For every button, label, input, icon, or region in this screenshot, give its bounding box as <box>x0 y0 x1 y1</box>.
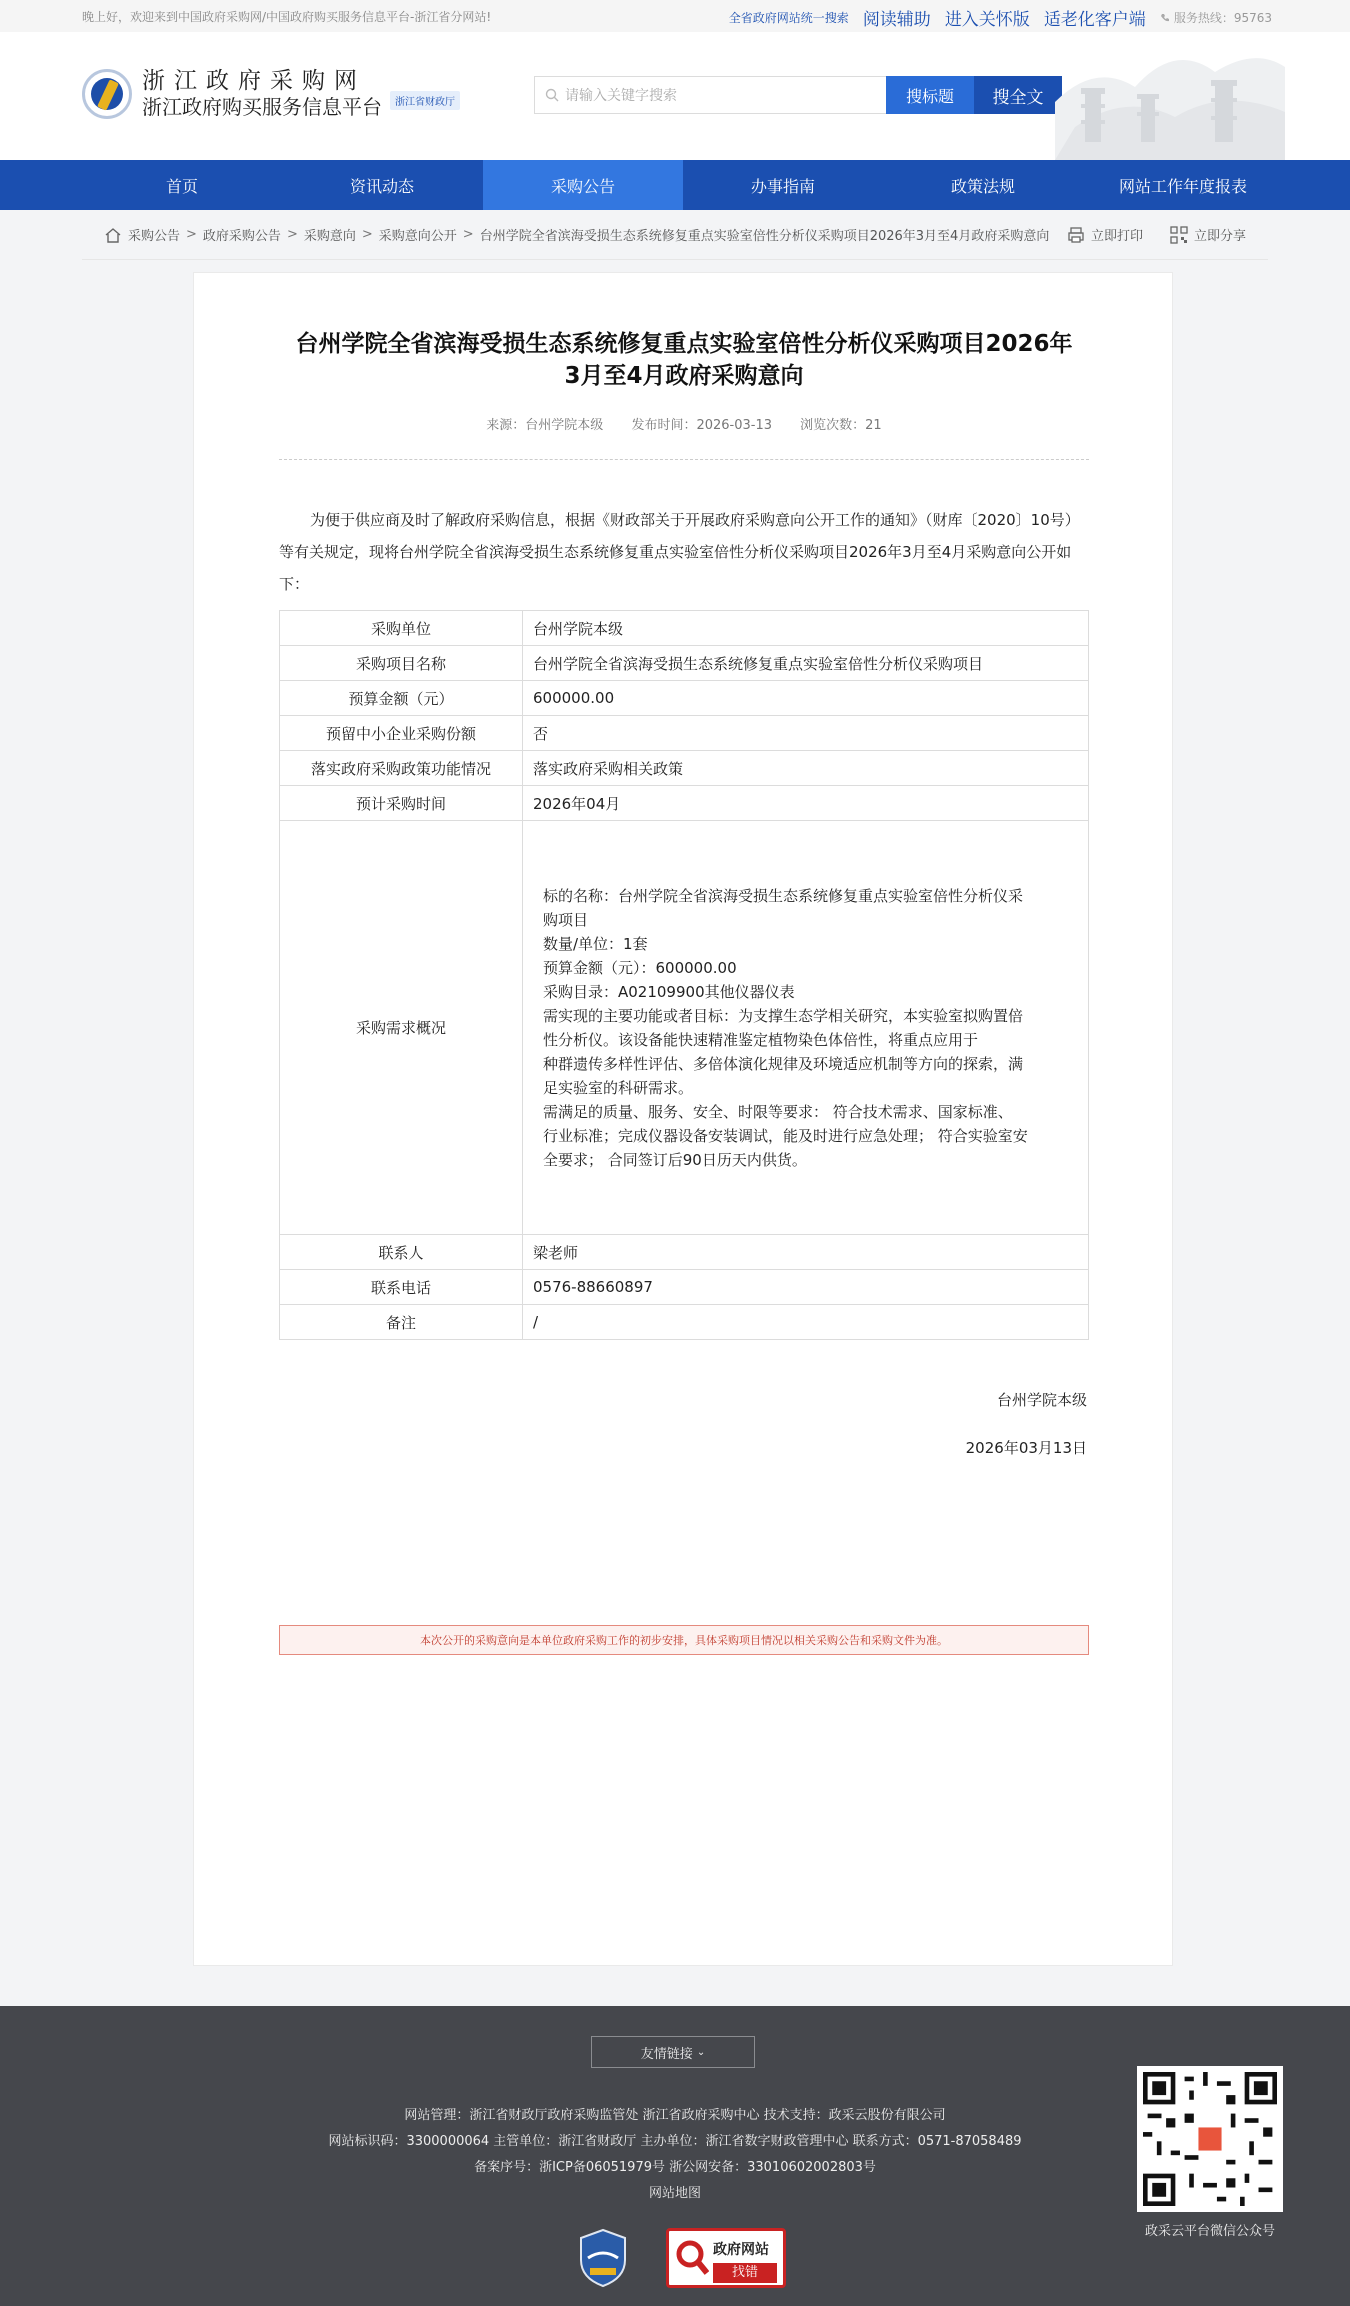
welcome-text: 晚上好，欢迎来到中国政府采购网/中国政府购买服务信息平台-浙江省分网站! <box>82 10 492 24</box>
table-row <box>280 786 1089 821</box>
public-institution-badge-icon[interactable] <box>578 2228 628 2288</box>
gov-site-error-report-badge[interactable] <box>666 2228 786 2288</box>
breadcrumb-item[interactable]: 采购公告 <box>128 229 181 244</box>
hotline <box>1160 9 1272 26</box>
breadcrumb-current: 台州学院全省滨海受损生态系统修复重点实验室倍性分析仪采购项目2026年3月至4月政府采购意向 <box>479 229 1050 244</box>
footer-icp-text[interactable]: 备案序号：浙ICP备06051979号 浙公网安备：33010602002803号 <box>474 2160 876 2175</box>
search-fulltext-button[interactable]: 搜全文 <box>974 76 1062 114</box>
emblem-icon <box>82 69 132 119</box>
row-key: 预留中小企业采购份额 <box>280 716 523 751</box>
nav-guide[interactable]: 办事指南 <box>750 176 815 196</box>
table-row <box>280 821 1089 1235</box>
nav-news[interactable]: 资讯动态 <box>349 176 414 196</box>
demand-line: 预算金额（元）：600000.00 <box>543 958 737 977</box>
search-bar <box>534 76 1062 114</box>
row-key: 采购单位 <box>280 611 523 646</box>
share-button[interactable] <box>1170 225 1246 244</box>
breadcrumb: 采购公告 > 政府采购公告 > 采购意向 > 采购意向公开 > 台州学院全省滨海受损生态系统修复重点实验室倍性分析仪采购项目2026年3月至4月政府采购意向 立即打印 立即分享 <box>82 210 1268 260</box>
nav-procurement-notice[interactable]: 采购公告 <box>483 160 683 210</box>
site-subname: 浙江政府购买服务信息平台 <box>142 95 382 119</box>
badge-text-bottom: 找错 <box>713 2263 777 2283</box>
breadcrumb-item[interactable]: 政府采购公告 <box>202 229 281 244</box>
print-label: 立即打印 <box>1091 229 1144 244</box>
divider <box>279 459 1089 460</box>
row-value: 台州学院本级 <box>523 611 1089 646</box>
title-line: 3月至4月政府采购意向 <box>564 363 804 389</box>
hotline-text: 服务热线：95763 <box>1173 11 1272 25</box>
intent-table <box>279 610 1089 1340</box>
table-row <box>280 751 1089 786</box>
print-button[interactable] <box>1067 225 1143 244</box>
footer-management: 网站管理：浙江省财政厅政府采购监管处 浙江省政府采购中心 技术支持：政采云股份有限公司 <box>404 2108 946 2123</box>
home-icon[interactable] <box>104 227 122 243</box>
row-key: 备注 <box>280 1305 523 1340</box>
article-intro: 为便于供应商及时了解政府采购信息，根据《财政部关于开展政府采购意向公开工作的通知》（财库〔2020〕10号）等有关规定，现将台州学院全省滨海受损生态系统修复重点实验室倍性分析仪采购项目2026年3月至4月采购意向公开如下： <box>279 511 1080 593</box>
share-label: 立即分享 <box>1194 229 1247 244</box>
demand-line: 性分析仪。该设备能快速精准鉴定植物染色体倍性，将重点应用于 <box>543 1030 979 1049</box>
row-key: 预算金额（元） <box>280 681 523 716</box>
nav-annual-report[interactable]: 网站工作年度报表 <box>1118 176 1247 196</box>
demand-line: 需满足的质量、服务、安全、时限等要求： 符合技术需求、国家标准、 <box>543 1102 1013 1121</box>
badge-text-top: 政府网站 <box>713 2242 769 2258</box>
row-value: 否 <box>523 716 1089 751</box>
row-value: 600000.00 <box>523 681 1089 716</box>
article-card <box>193 272 1173 1966</box>
demand-line: 足实验室的科研需求。 <box>543 1078 694 1097</box>
unified-search-link[interactable]: 全省政府网站统一搜索 <box>728 11 849 25</box>
search-placeholder: 请输入关键字搜索 <box>565 88 677 104</box>
table-row <box>280 1305 1089 1340</box>
row-key: 采购需求概况 <box>280 821 523 1235</box>
search-input[interactable] <box>534 76 886 114</box>
table-row <box>280 1270 1089 1305</box>
top-bar <box>0 0 1350 32</box>
qrcode-caption: 政采云平台微信公众号 <box>1144 2224 1275 2239</box>
demand-line: 购项目 <box>543 910 589 929</box>
breadcrumb-item[interactable]: 采购意向公开 <box>378 229 457 244</box>
title-line: 台州学院全省滨海受损生态系统修复重点实验室倍性分析仪采购项目2026年 <box>295 331 1073 357</box>
nav-home[interactable]: 首页 <box>165 176 198 196</box>
row-key: 联系人 <box>280 1235 523 1270</box>
care-version-link[interactable]: 进入关怀版 <box>944 10 1030 30</box>
site-logo[interactable] <box>82 68 460 119</box>
row-value: 2026年04月 <box>523 786 1089 821</box>
table-row <box>280 681 1089 716</box>
site-footer <box>0 2006 1350 2306</box>
sign-date: 2026年03月13日 <box>965 1439 1087 1457</box>
row-key: 预计采购时间 <box>280 786 523 821</box>
table-row <box>280 1235 1089 1270</box>
row-value: 0576-88660897 <box>523 1270 1089 1305</box>
row-key: 落实政府采购政策功能情况 <box>280 751 523 786</box>
sign-organization: 台州学院本级 <box>996 1391 1087 1409</box>
article-meta <box>279 414 1089 433</box>
printer-icon <box>1067 226 1085 244</box>
article-views: 浏览次数：21 <box>800 418 882 433</box>
row-key: 采购项目名称 <box>280 646 523 681</box>
demand-summary <box>523 821 1089 1235</box>
disclaimer-notice: 本次公开的采购意向是本单位政府采购工作的初步安排，具体采购项目情况以相关采购公告和采购文件为准。 <box>279 1625 1089 1655</box>
row-value: 台州学院全省滨海受损生态系统修复重点实验室倍性分析仪采购项目 <box>523 646 1089 681</box>
friend-links-label: 友情链接 <box>640 2046 693 2062</box>
landscape-decoration <box>1055 32 1285 160</box>
wechat-qrcode <box>1137 2066 1283 2212</box>
demand-line: 需实现的主要功能或者目标：为支撑生态学相关研究，本实验室拟购置倍 <box>543 1006 1024 1025</box>
demand-line: 种群遗传多样性评估、多倍体演化规律及环境适应机制等方向的探索，满 <box>543 1054 1024 1073</box>
table-row <box>280 646 1089 681</box>
elderly-client-link[interactable]: 适老化客户端 <box>1043 10 1146 30</box>
nav-policy[interactable]: 政策法规 <box>950 176 1015 196</box>
table-row <box>280 716 1089 751</box>
demand-line: 全要求； 合同签订后90日历天内供货。 <box>543 1150 807 1169</box>
article-publish-time: 发布时间：2026-03-13 <box>631 418 773 433</box>
demand-line: 标的名称：台州学院全省滨海受损生态系统修复重点实验室倍性分析仪采 <box>543 886 1024 905</box>
search-icon <box>545 88 559 102</box>
magnifier-icon <box>675 2239 709 2279</box>
site-header <box>0 32 1350 160</box>
article-source: 来源：台州学院本级 <box>486 418 604 433</box>
footer-sitemap[interactable]: 网站地图 <box>648 2186 701 2201</box>
demand-line: 行业标准；完成仪器设备安装调试，能及时进行应急处理； 符合实验室安 <box>543 1126 1028 1145</box>
demand-line: 采购目录：A02109900其他仪器仪表 <box>543 982 795 1001</box>
row-key: 联系电话 <box>280 1270 523 1305</box>
qrcode-share-icon <box>1170 226 1188 244</box>
phone-icon <box>1160 13 1170 23</box>
row-value: / <box>523 1305 1089 1340</box>
qrcode-icon <box>1143 2072 1277 2206</box>
main-nav <box>0 160 1350 210</box>
search-title-button[interactable]: 搜标题 <box>886 76 974 114</box>
footer-site-id: 网站标识码：3300000064 主管单位：浙江省财政厅 主办单位：浙江省数字财政管理中心 联系方式：0571-87058489 <box>328 2134 1022 2149</box>
department-tag: 浙江省财政厅 <box>390 91 460 110</box>
friend-links-dropdown[interactable] <box>591 2036 755 2068</box>
reading-assist-link[interactable]: 阅读辅助 <box>862 10 931 30</box>
site-name: 浙江政府采购网 <box>142 68 366 94</box>
row-value: 梁老师 <box>523 1235 1089 1270</box>
chevron-down-icon: ⌄ <box>696 2046 706 2058</box>
article-title <box>279 328 1089 392</box>
table-row <box>280 611 1089 646</box>
top-links <box>729 5 1272 30</box>
row-value: 落实政府采购相关政策 <box>523 751 1089 786</box>
breadcrumb-item[interactable]: 采购意向 <box>303 229 356 244</box>
demand-line: 数量/单位：1套 <box>543 934 648 953</box>
